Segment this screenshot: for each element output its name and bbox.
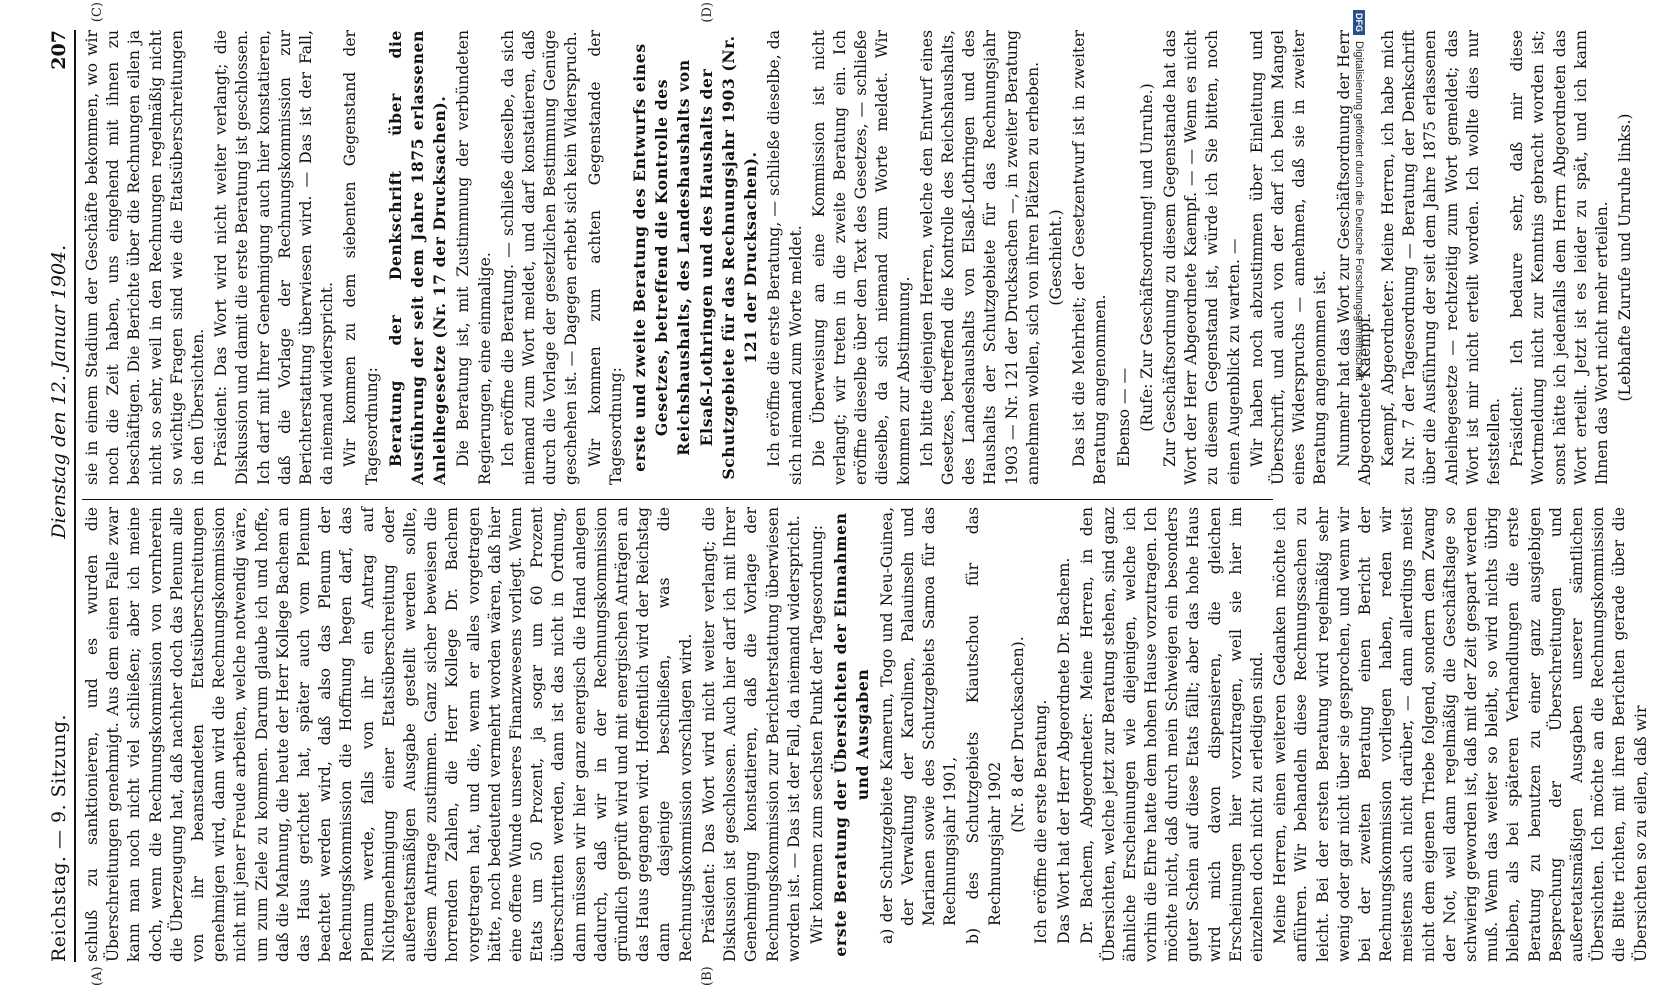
margin-mark-d: (D) (700, 2, 715, 23)
speech-bachem: Dr. Bachem, Abgeordneter: Meine Herren, in den Übersichten, welche jetzt zur Beratung stehen, sind ganz ähnliche Erscheinungen wie diejenigen, welche ich vorhin die Ehre hatte dem hohen Hause vorzutragen. Ich möchte nicht, daß durch mein Schweigen ein besonders guter Schein auf diese Etats fällt; aber das hohe Haus wird mich davon dispensieren, die gleichen Erscheinungen hier vorzutragen, weil sie hier im einzelnen doch nicht zu erledigen sind. (1078, 507, 1266, 962)
paragraph: Die Beratung ist, mit Zustimmung der verbündeten Regierungen, eine einmalige. (454, 30, 494, 485)
right-column (82, 30, 1654, 485)
page-number: 207 (48, 30, 70, 70)
paragraph: Ich eröffne die Beratung. — schließe dieselbe, da sich niemand zum Wort meldet, und darf konstatieren, daß durch die Vorlage der gesetzlichen Bestimmung Genüge geschehen ist. — Dagegen erhebt sich kein Widerspruch. (498, 30, 581, 485)
stage-direction: (Rufe: Zur Geschäftsordnung! und Unruhe.) (1137, 83, 1156, 432)
paragraph: Ich bitte diejenigen Herren, welche den Entwurf eines Gesetzes, betreffend die Kontrolle des Reichshaushalts, des Landeshaushalts von Elsaß-Lothringen und des Haushalts der Schutzgebiete für das Rechnungsjahr 1903 — Nr. 121 der Drucksachen —, in zweiter Beratung annehmen wollen, sich von ihren Plätzen zu erheben. (917, 30, 1042, 485)
paragraph: Die Überweisung an eine Kommission ist nicht verlangt; wir treten in die zweite Beratung ein. Ich eröffne dieselbe über den Text des Gesetzes, — schließe dieselbe, da sich niemand zum Worte meldet. Wir kommen zur Abstimmung. (809, 30, 913, 485)
stage-direction: (Geschieht.) (1046, 209, 1065, 306)
agenda-item-b: b) des Schutzgebiets Kiautschou für das Rechnungsjahr 1902 (964, 507, 1004, 944)
paragraph: Das Wort hat der Herr Abgeordnete Dr. Bachem. (1055, 557, 1074, 944)
paragraph: Zur Geschäftsordnung zu diesem Gegenstande hat das Wort der Herr Abgeordnete Kaempf. — — Wenn es nicht zu diesem Gegenstand ist, würde ich Sie bitten, noch einen Augenblick zu warten. — (1160, 30, 1243, 485)
paragraph: Ich eröffne die erste Beratung, — schließe dieselbe, da sich niemand zum Worte meldet. (765, 30, 805, 485)
paragraph: Meine Herren, einen weiteren Gedanken möchte ich anführen. Wir behandeln diese Rechnungssachen zu leicht. Bei der ersten Beratung wird regelmäßig sehr wenig oder gar nicht über sie gesprochen, und wenn wir bei der zweiten Beratung einen Bericht der Rechnungskommission vorliegen haben, reden wir meistens auch nicht darüber, — dann allerdings meist nicht dem eigenen Triebe folgend, sondern dem Zwang der Not, weil dann regelmäßig die Geschäftslage so schwierig geworden ist, daß mit der Zeit gespart werden muß. Wenn das weiter so bleibt, so wird nichts übrig bleiben, als bei späteren Verhandlungen die erste Beratung zu benutzen zu einer ganz ausgiebigen Besprechung der Überschreitungen und außeretatsmäßigen Ausgaben unserer sämtlichen Übersichten. Ich möchte an die Rechnungskommission die Bitte richten, mit ihren Berichten gerade über die Übersichten so zu eilen, daß wir (1271, 507, 1650, 962)
paragraph: Wir haben noch abzustimmen über Einleitung und Überschrift, und auch von der darf ich beim Mangel eines Widerspruchs — annehmen, daß sie in zweiter Beratung angenommen ist. (1247, 30, 1330, 485)
left-column (82, 507, 1654, 962)
paragraph: Das ist die Mehrheit; der Gesetzentwurf ist in zweiter Beratung angenommen. (1070, 30, 1110, 485)
paragraph: Ich eröffne die erste Beratung. (1031, 699, 1050, 944)
margin-mark-b: (B) (700, 966, 715, 986)
agenda-item-a: a) der Schutzgebiete Kamerun, Togo und Neu-Guinea, der Verwaltung der Karolinen, Palauinseln und Marianen sowie des Schutzgebiets Samoa für das Rechnungsjahr 1901, (877, 507, 960, 944)
paragraph: schluß zu sanktionieren, und es wurden die Überschreitungen genehmigt. Aus dem einen Falle zwar kann man noch nicht viel schließen; aber ich meine doch, wenn die Rechnungskommission von vornherein die Überzeugung hat, daß nachher doch das Plenum alle von ihr beanstandeten Etatsüberschreitungen genehmigen wird, dann wird die Rechnungskommission nicht mit jener Freude arbeiten, welche notwendig wäre, um zum Ziele zu kommen. Darum glaube ich und hoffe, daß die Mahnung, die heute der Herr Kollege Bachem an das Haus gerichtet hat, später auch vom Plenum beachtet werden wird, daß also das Plenum der Rechnungskommission die Hoffnung hegen darf, das Plenum werde, falls von ihr ein Antrag auf Nichtgenehmigung einer Etatsüberschreitung oder außeretatsmäßigen Ausgabe gestellt werden sollte, diesem Antrage zustimmen. Ganz sicher beweisen die horrenden Zahlen, die Herr Kollege Dr. Bachem vorgetragen hat, und die, wenn er alles vorgetragen hätte, noch bedeutend vermehrt worden wären, daß hier eine offene Wunde unseres Finanzwesens vorliegt. Wenn Etats um 50 Prozent, ja sogar um 60 Prozent überschritten werden, dann ist das nicht in Ordnung, dann müssen wir hier ganz energisch die Hand anlegen dadurch, daß wir in der Rechnungskommission gründlich geprüft wird und mit energischen Anträgen an das Haus gegangen wird. Hoffentlich wird der Reichstag dann dasjenige beschließen, was die Rechnungskommission vorschlagen wird. (83, 507, 695, 962)
dfg-logo-icon: DFG (1353, 10, 1365, 35)
paragraph: Wir kommen zu dem siebenten Gegenstand der Tagesordnung: (341, 30, 381, 485)
paragraph: Wir kommen zum sechsten Punkt der Tagesordnung: (807, 524, 826, 944)
paragraph: sie in einem Stadium der Geschäfte bekommen, wo wir noch die Zeit haben, uns eingehend mit ihnen zu beschäftigen. Die Berichte über die Rechnungen eilen ja nicht so sehr, weil in den Rechnungen regelmäßig nicht so wichtige Fragen sind wie die Etatsüberschreitungen in den Übersichten. (83, 30, 208, 485)
margin-mark-c: (C) (90, 2, 105, 23)
page-header (44, 30, 76, 962)
agenda-heading: Beratung der Denkschrift über die Ausführung der seit dem Jahre 1875 erlassenen Anleihegesetze (Nr. 17 der Drucksachen). (385, 30, 450, 485)
paragraph: Präsident: Ich bedaure sehr, daß mir diese Wortmeldung nicht zur Kenntnis gebracht worden ist; sonst hätte ich jedenfalls dem Herrn Abgeordneten das Wort erteilt. Jetzt ist es leider zu spät, und ich kann Ihnen das Wort nicht mehr erteilen. (1508, 30, 1612, 485)
margin-mark-a: (A) (90, 966, 105, 986)
header-left: Reichstag. — 9. Sitzung. (48, 713, 70, 962)
agenda-heading: erste Beratung der Übersichten der Einnahmen und Ausgaben (831, 512, 873, 957)
speech-kaempf: Kaempf, Abgeordneter: Meine Herren, ich habe mich zu Nr. 7 der Tagesordnung — Beratung der Denkschrift über die Ausführung der seit dem Jahre 1875 erlassenen Anleihegesetze — rechtzeitig zum Wort gemeldet; das Wort ist mir nicht erteilt worden. Ich wollte dies nur feststellen. (1378, 30, 1503, 485)
paragraph: Ebenso — — (1114, 367, 1133, 467)
credit-text: Digitalisierung gefördert durch die Deutsche Forschungsgemeinschaft (1353, 41, 1365, 381)
reference: (Nr. 8 der Drucksachen). (1008, 636, 1027, 833)
paragraph: Präsident: Das Wort wird nicht weiter verlangt; die Diskussion und damit die erste Beratung ist geschlossen. Ich darf mit Ihrer Genehmigung auch hier konstatieren, daß die Vorlage der Rechnungskommission zur Berichterstattung überwiesen wird. — Das ist der Fall, da niemand widerspricht. (212, 30, 337, 485)
paragraph: Präsident: Das Wort wird nicht weiter verlangt; die Diskussion ist geschlossen. Auch hier darf ich mit Ihrer Genehmigung konstatieren, daß die Vorlage der Rechnungskommission zur Berichterstattung überwiesen worden ist. — Das ist der Fall, da niemand widerspricht. (699, 507, 803, 962)
header-date: Dienstag den 12. Januar 1904. (48, 244, 70, 539)
digitization-credit (1353, 10, 1365, 381)
agenda-heading: erste und zweite Beratung des Entwurfs eines Gesetzes, betreffend die Kontrolle des Reichshaushalts, des Landeshaushalts von Elsaß-Lothringen und des Haushalts der Schutzgebiete für das Rechnungsjahr 1903 (Nr. 121 der Drucksachen). (630, 35, 761, 480)
paragraph: Nunmehr hat das Wort zur Geschäftsordnung der Herr Abgeordnete Kaempf. (1334, 30, 1374, 485)
stage-direction: (Lebhafte Zurufe und Unruhe links.) (1616, 113, 1635, 402)
paragraph: Wir kommen zum achten Gegenstande der Tagesordnung: (585, 30, 625, 485)
